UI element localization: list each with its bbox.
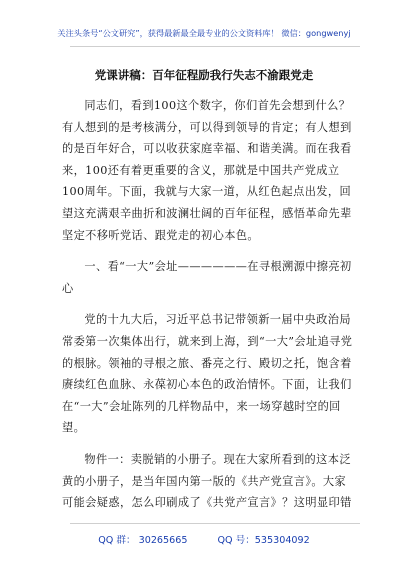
intro-paragraph: 同志们，看到100这个数字，你们首先会想到什么？有人想到的是考核满分，可以得到领导的肯定；有人想到的是百年好合，可以收获家庭幸福、和谐美满。而在我看来，100还有着更重要的含义，那就是中国共产党成立100周年。下面，我就与大家一道，从红色起点出发，回望这充满艰辛曲折和波澜壮阔的百年征程，感悟革命先辈坚定不移听党话、跟党走的初心本色。 — [62, 99, 352, 242]
document-title: 党课讲稿：百年征程励我行失志不渝跟党走 — [94, 68, 314, 82]
footer-qq-number: QQ 号：535304092 — [217, 535, 310, 546]
footer — [0, 532, 408, 546]
header-note: 关注头条号“公文研究”，获得最新最全最专业的公文资料库！ 微信：gongwenyj — [57, 28, 351, 38]
document-body — [62, 95, 354, 514]
header-divider — [70, 46, 360, 47]
section-heading: 一、看“一大”会址——————在寻根溯源中擦亮初心 — [62, 260, 352, 295]
footer-divider — [70, 523, 360, 524]
body-paragraph: 党的十九大后，习近平总书记带领新一届中央政治局常委第一次集体出行，就来到上海，到“一大”会址追寻党的根脉。领袖的寻根之旅、番亮之行、殿切之托，饱含着赓续红色血脉、永葆初心本色的政治情怀。下面，让我们在“一大”会址陈列的几样物品中，来一场穿越时空的回望。 — [62, 313, 353, 435]
body-paragraph-item-one: 物件一：卖脱销的小册子。现在大家所看到的这本泛黄的小册子，是当年国内第一版的《共产党宣言》。大家可能会疑惑，怎么印刷成了《共党产宣言》？这明显印错 — [62, 452, 352, 510]
footer-qq-group: QQ 群： 30265665 — [98, 535, 188, 546]
